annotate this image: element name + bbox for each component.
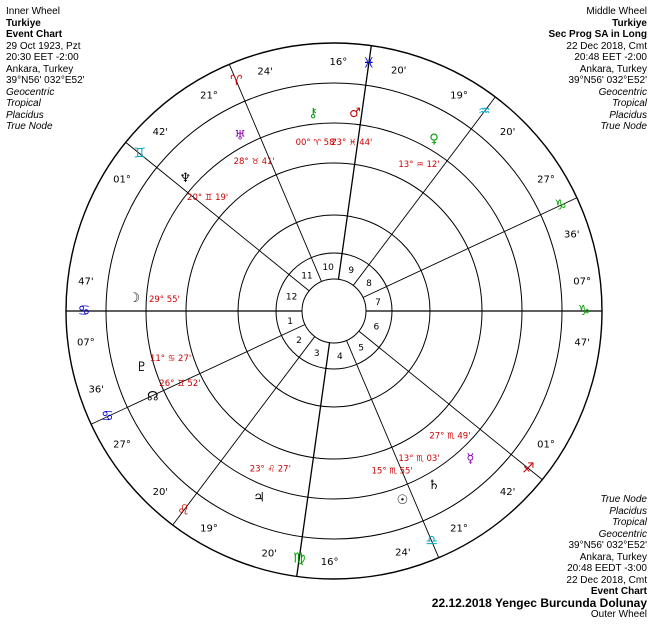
inner-chart-node: True Node	[6, 121, 53, 132]
outer-chart-time: 20:48 EEDT -3:00	[567, 563, 647, 574]
planet-position-label: 00° ♈ 58'	[295, 137, 337, 148]
house-cusp-line	[353, 97, 495, 285]
inner-chart-place: Ankara, Turkey	[6, 63, 74, 75]
house-number: 10	[322, 262, 334, 273]
cusp-degree: 21°	[200, 90, 218, 102]
house-number: 11	[301, 271, 313, 282]
planet-glyph: ♂	[349, 106, 361, 122]
planet-position-label: 13° ♒ 12'	[398, 159, 440, 170]
cusp-minute: 42'	[152, 127, 169, 139]
cusp-degree: 21°	[450, 523, 468, 535]
middle-chart-date: 22 Dec 2018, Cmt	[566, 40, 647, 52]
outer-chart-node: True Node	[600, 494, 647, 505]
planet-glyph: ♃	[253, 490, 265, 506]
planet-glyph: ☿	[466, 451, 475, 467]
middle-chart-place: Ankara, Turkey	[579, 63, 647, 75]
house-cusp-line	[359, 331, 542, 480]
planet-glyph: ♇	[135, 360, 148, 376]
cusp-minute: 47'	[78, 276, 94, 288]
middle-chart-node: True Node	[600, 121, 647, 132]
cusp-minute: 36'	[564, 229, 580, 241]
planet-glyph: ⚷	[308, 106, 318, 122]
cusp-minute: 20'	[499, 127, 516, 139]
inner-chart-time: 20:30 EET -2:00	[6, 52, 79, 63]
cusp-degree: 07°	[76, 337, 95, 349]
house-number: 12	[285, 292, 298, 303]
cusp-degree: 19°	[450, 90, 468, 102]
cusp-degree: 07°	[573, 276, 592, 288]
cusp-sign: ♋	[77, 303, 91, 319]
planet-glyph: ♅	[234, 128, 246, 144]
house-number: 1	[287, 317, 293, 328]
middle-chart-geocentric: Geocentric	[598, 86, 647, 98]
house-cusp-line	[363, 198, 580, 298]
planet-position-label: 28° ♉ 41'	[233, 156, 275, 167]
middle-chart-time: 20:48 EET -2:00	[574, 52, 647, 63]
house-number: 8	[366, 279, 372, 290]
cusp-labels	[77, 55, 591, 568]
house-cusp-line	[126, 142, 309, 291]
house-number: 3	[313, 349, 320, 360]
cusp-minute: 20'	[261, 548, 278, 560]
cusp-minute: 42'	[499, 486, 516, 498]
planet-position-label: 23° ♌ 27'	[249, 464, 291, 475]
outer-wheel-label: Outer Wheel	[590, 609, 647, 620]
inner-chart-tropical: Tropical	[6, 98, 41, 109]
planet-position-label: 29° 55'	[148, 295, 180, 306]
house-numbers	[286, 263, 381, 362]
house-cusp-line	[173, 337, 315, 525]
inner-chart-name: Turkiye	[6, 17, 41, 29]
outer-chart-coords: 39°N56' 032°E52'	[568, 540, 647, 551]
middle-chart-house-system: Placidus	[609, 109, 647, 121]
cusp-sign: ♋	[101, 408, 114, 425]
wheel-ring	[302, 279, 366, 343]
middle-chart-type: Sec Prog SA in Long	[548, 29, 647, 40]
house-number: 9	[348, 265, 355, 276]
cusp-sign: ♊	[133, 145, 146, 162]
cusp-sign: ♐	[522, 460, 535, 477]
outer-chart-house-system: Placidus	[609, 505, 647, 517]
cusp-sign: ♌	[177, 502, 190, 519]
cusp-degree: 19°	[200, 523, 218, 535]
cusp-minute: 24'	[257, 66, 273, 78]
cusp-minute: 47'	[574, 337, 590, 349]
cusp-minute: 36'	[88, 384, 104, 396]
planet-glyph: ☉	[396, 492, 409, 508]
middle-chart-name: Turkiye	[612, 17, 647, 29]
house-number: 7	[375, 297, 381, 308]
planet-glyph: ♀	[429, 131, 439, 147]
house-number: 6	[373, 322, 380, 333]
outer-chart-tropical: Tropical	[612, 517, 647, 528]
house-number: 5	[358, 343, 364, 354]
planet-position-label: 11° ♋ 27'	[149, 353, 192, 364]
outer-chart-type: Event Chart	[590, 586, 647, 597]
inner-chart-geocentric: Geocentric	[6, 86, 55, 98]
outer-chart-geocentric: Geocentric	[598, 528, 647, 540]
middle-chart-tropical: Tropical	[612, 98, 647, 109]
cusp-degree: 16°	[320, 556, 339, 568]
outer-chart-place: Ankara, Turkey	[579, 551, 647, 563]
outer-chart-name: 22.12.2018 Yengec Burcunda Dolunay	[431, 595, 647, 610]
middle-wheel-label: Middle Wheel	[586, 6, 647, 17]
house-number: 4	[337, 352, 343, 363]
planet-position-label: 27° ♏ 49'	[429, 431, 471, 442]
cusp-minute: 20'	[152, 486, 169, 498]
cusp-sign: ♑	[554, 197, 567, 214]
planet-position-label: 26° ♊ 52'	[159, 378, 201, 389]
cusp-sign: ♍	[292, 550, 306, 567]
cusp-sign: ♑	[577, 303, 591, 319]
cusp-degree: 27°	[113, 439, 131, 451]
house-cusp-line	[297, 343, 330, 577]
house-cusp-line	[229, 64, 321, 281]
inner-chart-coords: 39°N56' 032°E52'	[6, 75, 85, 86]
house-cusp-line	[347, 340, 439, 557]
inner-chart-house-system: Placidus	[6, 109, 44, 121]
house-cusp-line	[338, 46, 371, 280]
inner-wheel-label: Inner Wheel	[6, 6, 60, 17]
cusp-degree: 01°	[113, 174, 131, 186]
cusp-minute: 24'	[395, 547, 411, 559]
planet-glyph: ♄	[428, 478, 440, 494]
inner-chart-date: 29 Oct 1923, Pzt	[6, 40, 81, 52]
house-cusp-line	[91, 325, 305, 425]
planet-position-label: 13° ♏ 03'	[398, 454, 440, 465]
planet-glyph: ☊	[146, 389, 159, 405]
planet-position-label: 15° ♏ 55'	[371, 466, 413, 477]
cusp-sign: ♈	[230, 72, 243, 89]
cusp-degree: 27°	[537, 174, 555, 186]
middle-chart-coords: 39°N56' 032°E52'	[568, 75, 647, 86]
planet-glyph: ☽	[128, 291, 141, 307]
outer-chart-date: 22 Dec 2018, Cmt	[566, 574, 647, 586]
inner-chart-type: Event Chart	[6, 29, 63, 40]
cusp-sign: ♓	[362, 55, 376, 72]
cusp-degree: 16°	[329, 57, 348, 69]
cusp-minute: 20'	[390, 65, 407, 77]
cusp-sign: ♎	[425, 533, 438, 550]
planet-position-label: 23° ♓ 44'	[331, 137, 373, 148]
cusp-degree: 01°	[537, 439, 555, 451]
cusp-sign: ♒	[478, 103, 491, 120]
house-number: 2	[296, 335, 302, 346]
planet-position-label: 20° ♊ 19'	[187, 193, 229, 204]
planet-glyph: ♆	[179, 171, 192, 187]
house-cusp-lines	[66, 46, 602, 577]
